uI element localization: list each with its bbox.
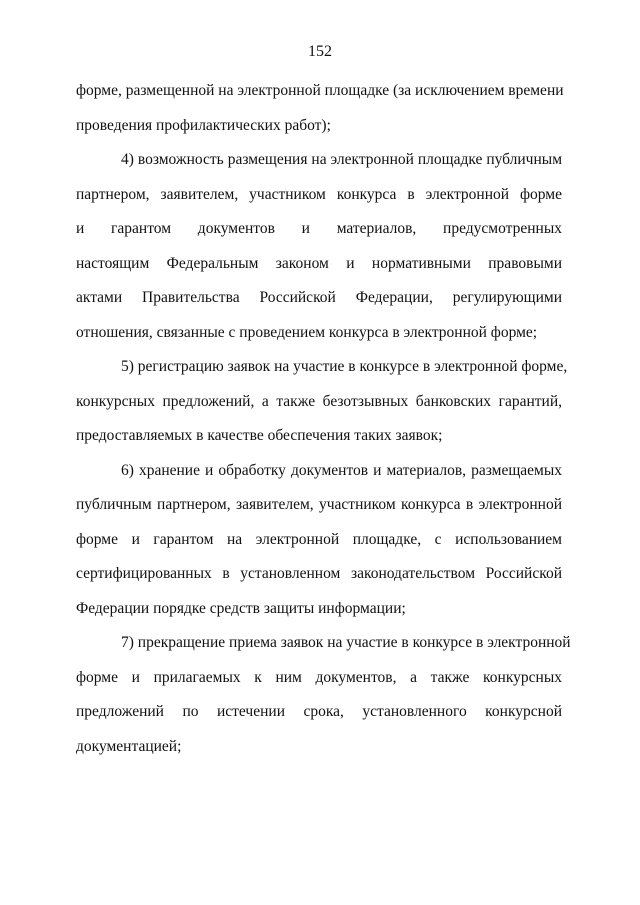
text-line: предоставляемых в качестве обеспечения таких заявок; [76,427,443,444]
page-number: 152 [308,43,332,60]
text-line: Федерации порядке средств защиты информации; [76,599,406,617]
text-line: форме, размещенной на электронной площадке (за исключением времени [76,82,564,99]
text-line: 4) возможность размещения на электронной площадке публичным [121,151,562,168]
text-line: сертифицированных в установленном законодательством Российской [76,565,562,582]
text-line: форме и прилагаемых к ним документов, а также конкурсных [76,668,562,686]
paragraph-continuation [76,74,562,143]
text-line: 6) хранение и обработку документов и материалов, размещаемых [121,461,562,479]
text-line: партнером, заявителем, участником конкурса в электронной форме [76,185,562,203]
text-line: проведения профилактических работ); [76,116,331,134]
text-line: конкурсных предложений, а также безотзывных банковских гарантий, [76,392,562,410]
text-line: публичным партнером, заявителем, участником конкурса в электронной [76,496,562,513]
text-line: документацией; [76,737,182,755]
paragraph-item-5 [76,350,568,454]
text-line: отношения, связанные с проведением конкурса в электронной форме; [76,323,538,341]
text-line: предложений по истечении срока, установленного конкурсной [76,703,562,720]
paragraph-item-6 [76,454,562,627]
text-line: и гарантом документов и материалов, предусмотренных [76,220,562,237]
paragraph-item-4 [76,143,562,350]
text-line: форме и гарантом на электронной площадке, с использованием [76,530,562,548]
text-line: актами Правительства Российской Федерации, регулирующими [76,289,562,306]
text-line: 7) прекращение приема заявок на участие в конкурсе в электронной [121,634,571,651]
text-line: 5) регистрацию заявок на участие в конкурсе в электронной форме, [121,358,568,375]
document-body [76,74,571,764]
text-line: настоящим Федеральным законом и нормативными правовыми [76,254,562,272]
paragraph-item-7 [76,626,571,764]
